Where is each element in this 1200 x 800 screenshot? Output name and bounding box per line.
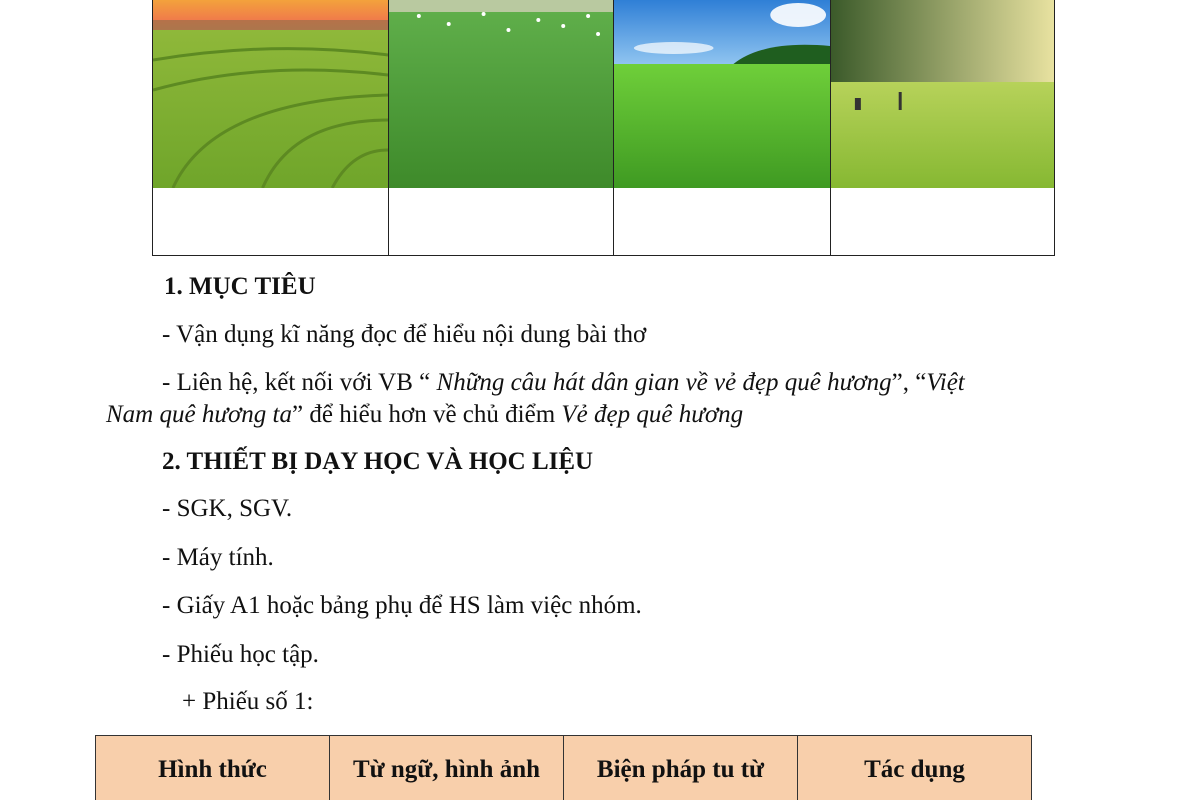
image-row xyxy=(153,0,1055,256)
rice-terraces-sunset-image xyxy=(153,0,388,188)
objective-item-2-line-1 xyxy=(162,368,965,398)
image-table xyxy=(152,0,1055,256)
theme-name: Vẻ đẹp quê hương xyxy=(561,401,744,428)
worksheet-header-row xyxy=(96,736,1032,800)
worksheet-header-cell: Biện pháp tu từ xyxy=(564,736,798,800)
poem-title-2-start: Việt xyxy=(926,369,965,396)
objective-item-2-text: - Liên hệ, kết nối với VB “ xyxy=(162,369,437,396)
section-1-heading: 1. MỤC TIÊU xyxy=(164,273,316,300)
rice-field-misty-trees-image xyxy=(831,0,1054,188)
equipment-item: - Giấy A1 hoặc bảng phụ để HS làm việc nhóm. xyxy=(162,592,642,619)
poem-title-1: Những câu hát dân gian về vẻ đẹp quê hương xyxy=(436,369,892,396)
equipment-item: - Phiếu học tập. xyxy=(162,641,319,668)
objective-item-2-line-2 xyxy=(106,400,743,430)
image-cell xyxy=(389,0,614,256)
worksheet-header-cell: Tác dụng xyxy=(798,736,1032,800)
worksheet-label: + Phiếu số 1: xyxy=(182,688,314,715)
equipment-item: - SGK, SGV. xyxy=(162,495,293,522)
rice-field-blue-sky-image xyxy=(614,0,830,188)
worksheet-table xyxy=(95,735,1032,800)
objective-item-1: - Vận dụng kĩ năng đọc để hiểu nội dung bài thơ xyxy=(162,321,647,348)
worksheet-header-cell: Hình thức xyxy=(96,736,330,800)
image-cell xyxy=(831,0,1055,256)
section-2-heading: 2. THIẾT BỊ DẠY HỌC VÀ HỌC LIỆU xyxy=(162,448,594,475)
objective-item-2-text: ” để hiểu hơn về chủ điểm xyxy=(292,401,562,428)
green-rice-field-birds-image xyxy=(389,0,613,188)
worksheet-header-cell: Từ ngữ, hình ảnh xyxy=(330,736,564,800)
poem-title-2-end: Nam quê hương ta xyxy=(106,401,292,428)
image-cell xyxy=(153,0,389,256)
objective-item-2-text: ”, “ xyxy=(891,369,927,396)
equipment-item: - Máy tính. xyxy=(162,544,274,571)
image-cell xyxy=(614,0,831,256)
